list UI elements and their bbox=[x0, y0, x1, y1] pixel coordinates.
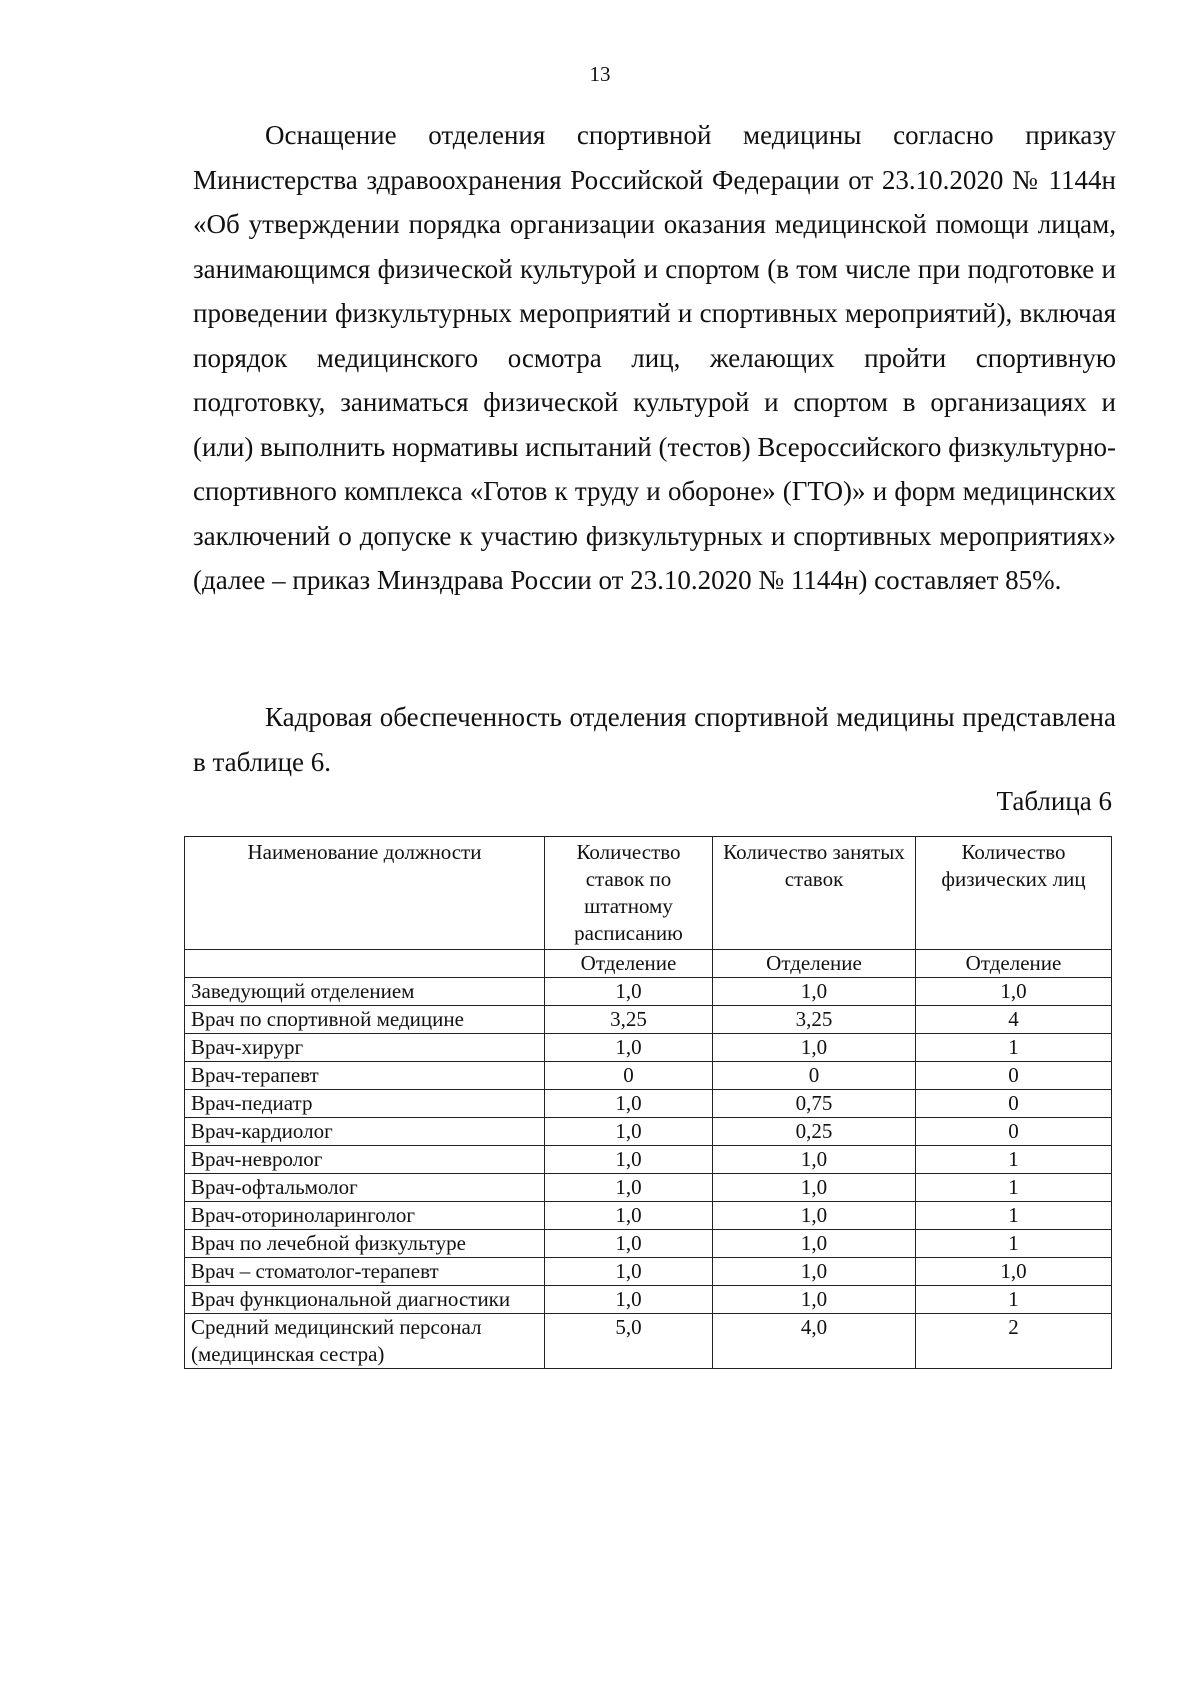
staffing-table bbox=[184, 836, 1112, 1369]
subheader-department: Отделение bbox=[545, 950, 713, 978]
table-row bbox=[185, 978, 1112, 1006]
cell-position: Врач-педиатр bbox=[185, 1090, 545, 1118]
table-row bbox=[185, 1230, 1112, 1258]
cell-planned-rates: 1,0 bbox=[545, 1034, 713, 1062]
cell-individuals: 1 bbox=[916, 1146, 1112, 1174]
cell-individuals: 0 bbox=[916, 1090, 1112, 1118]
cell-position: Врач-терапевт bbox=[185, 1062, 545, 1090]
cell-individuals: 1,0 bbox=[916, 978, 1112, 1006]
cell-position: Врач-кардиолог bbox=[185, 1118, 545, 1146]
cell-occupied-rates: 0,75 bbox=[713, 1090, 916, 1118]
cell-individuals: 4 bbox=[916, 1006, 1112, 1034]
subheader-department: Отделение bbox=[916, 950, 1112, 978]
cell-position: Заведующий отделением bbox=[185, 978, 545, 1006]
cell-occupied-rates: 4,0 bbox=[713, 1314, 916, 1369]
table-row bbox=[185, 1118, 1112, 1146]
cell-position: Врач-оториноларинголог bbox=[185, 1202, 545, 1230]
cell-planned-rates: 1,0 bbox=[545, 1258, 713, 1286]
table-row bbox=[185, 1258, 1112, 1286]
header-individuals: Количество физических лиц bbox=[916, 837, 1112, 950]
page-number: 13 bbox=[589, 62, 611, 86]
header-occupied-rates: Количество занятых ставок bbox=[713, 837, 916, 950]
table-row bbox=[185, 1146, 1112, 1174]
table-row bbox=[185, 1286, 1112, 1314]
cell-individuals: 1,0 bbox=[916, 1258, 1112, 1286]
paragraph-staffing: Кадровая обеспеченность отделения спортивной медицины представлена в таблице 6. bbox=[193, 702, 1116, 777]
cell-position: Врач-хирург bbox=[185, 1034, 545, 1062]
paragraph-equipment: Оснащение отделения спортивной медицины согласно приказу Министерства здравоохранения Российской Федерации от 23.10.2020 № 1144н «Об утверждении порядка организации оказания медицинской помощи лицам, занимающимся физической культурой и спортом (в том числе при подготовке и проведении физкультурных мероприятий и спортивных мероприятий), включая порядок медицинского осмотра лиц, желающих пройти спортивную подготовку, заниматься физической культурой и спортом в организациях и (или) выполнить нормативы испытаний (тестов) Всероссийского физкультурно-спортивного комплекса «Готов к труду и обороне» (ГТО)» и форм медицинских заключений о допуске к участию физкультурных и спортивных мероприятиях» (далее – приказ Минздрава России от 23.10.2020 № 1144н) составляет 85%. bbox=[193, 120, 1116, 595]
cell-individuals: 2 bbox=[916, 1314, 1112, 1369]
cell-planned-rates: 1,0 bbox=[545, 1286, 713, 1314]
cell-individuals: 1 bbox=[916, 1034, 1112, 1062]
cell-planned-rates: 1,0 bbox=[545, 1090, 713, 1118]
cell-occupied-rates: 0,25 bbox=[713, 1118, 916, 1146]
cell-occupied-rates: 1,0 bbox=[713, 1146, 916, 1174]
cell-planned-rates: 1,0 bbox=[545, 1202, 713, 1230]
cell-individuals: 1 bbox=[916, 1202, 1112, 1230]
cell-individuals: 1 bbox=[916, 1230, 1112, 1258]
table-row bbox=[185, 1090, 1112, 1118]
table-row bbox=[185, 1006, 1112, 1034]
table-row bbox=[185, 1174, 1112, 1202]
cell-occupied-rates: 1,0 bbox=[713, 1034, 916, 1062]
subheader-department: Отделение bbox=[713, 950, 916, 978]
cell-occupied-rates: 1,0 bbox=[713, 1202, 916, 1230]
cell-individuals: 1 bbox=[916, 1174, 1112, 1202]
cell-planned-rates: 1,0 bbox=[545, 1118, 713, 1146]
table-header-row bbox=[185, 837, 1112, 950]
cell-occupied-rates: 1,0 bbox=[713, 1230, 916, 1258]
table-row bbox=[185, 1202, 1112, 1230]
cell-planned-rates: 3,25 bbox=[545, 1006, 713, 1034]
cell-individuals: 0 bbox=[916, 1118, 1112, 1146]
cell-individuals: 0 bbox=[916, 1062, 1112, 1090]
table-caption: Таблица 6 bbox=[996, 786, 1112, 816]
cell-position: Врач-невролог bbox=[185, 1146, 545, 1174]
table-row bbox=[185, 1034, 1112, 1062]
table-body bbox=[185, 978, 1112, 1369]
cell-planned-rates: 1,0 bbox=[545, 1230, 713, 1258]
table-row bbox=[185, 1062, 1112, 1090]
header-planned-rates: Количество ставок по штатному расписанию bbox=[545, 837, 713, 950]
header-position: Наименование должности bbox=[185, 837, 545, 950]
cell-occupied-rates: 1,0 bbox=[713, 1286, 916, 1314]
cell-position: Врач функциональной диагностики bbox=[185, 1286, 545, 1314]
cell-position: Врач – стоматолог-терапевт bbox=[185, 1258, 545, 1286]
cell-position: Средний медицинский персонал (медицинская сестра) bbox=[185, 1314, 545, 1369]
cell-occupied-rates: 3,25 bbox=[713, 1006, 916, 1034]
cell-position: Врач-офтальмолог bbox=[185, 1174, 545, 1202]
cell-planned-rates: 0 bbox=[545, 1062, 713, 1090]
cell-individuals: 1 bbox=[916, 1286, 1112, 1314]
cell-occupied-rates: 0 bbox=[713, 1062, 916, 1090]
table-subheader-row bbox=[185, 950, 1112, 978]
cell-position: Врач по лечебной физкультуре bbox=[185, 1230, 545, 1258]
cell-occupied-rates: 1,0 bbox=[713, 978, 916, 1006]
cell-position: Врач по спортивной медицине bbox=[185, 1006, 545, 1034]
cell-planned-rates: 1,0 bbox=[545, 1174, 713, 1202]
cell-occupied-rates: 1,0 bbox=[713, 1258, 916, 1286]
table-row bbox=[185, 1314, 1112, 1369]
cell-planned-rates: 1,0 bbox=[545, 978, 713, 1006]
cell-planned-rates: 1,0 bbox=[545, 1146, 713, 1174]
subheader-empty bbox=[185, 950, 545, 978]
cell-occupied-rates: 1,0 bbox=[713, 1174, 916, 1202]
cell-planned-rates: 5,0 bbox=[545, 1314, 713, 1369]
